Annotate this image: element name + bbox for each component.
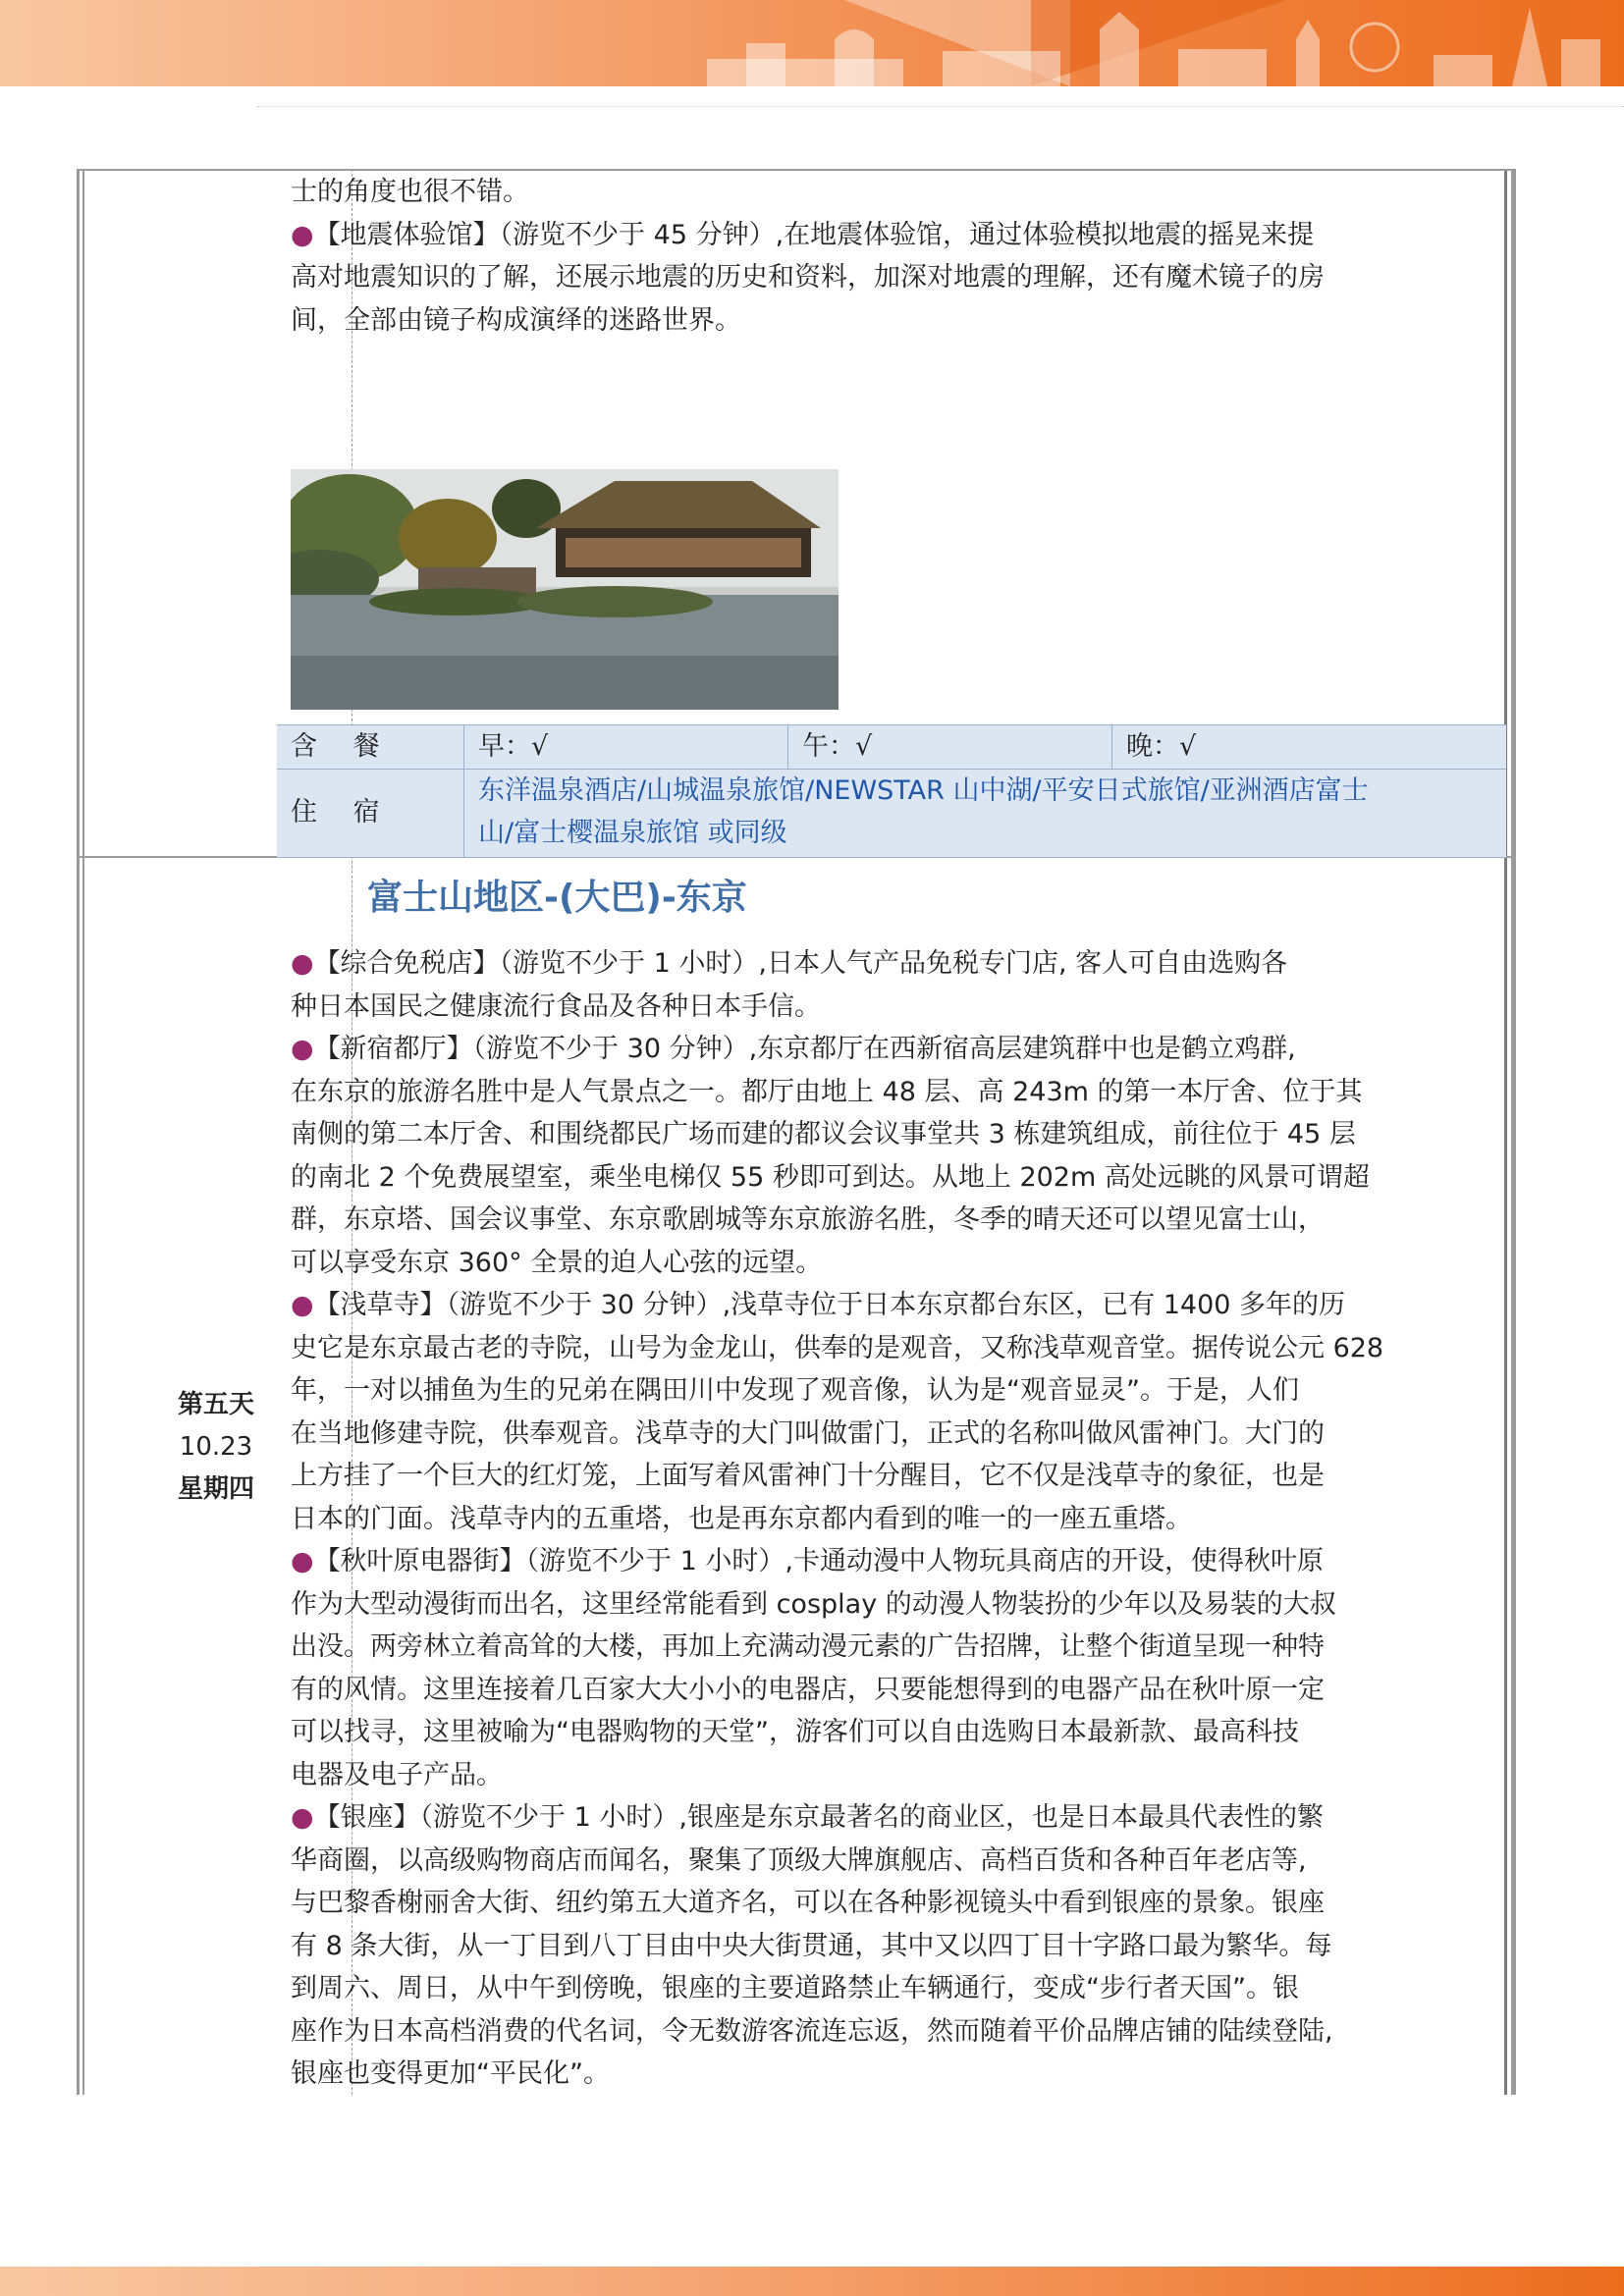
paragraph-line: 可以享受东京 360° 全景的迫人心弦的远望。 xyxy=(291,1247,823,1278)
bullet-icon: ● xyxy=(291,219,314,250)
day-name: 第五天 xyxy=(177,1390,254,1419)
quake-line3: 间，全部由镜子构成演绎的迷路世界。 xyxy=(291,304,741,336)
skyline-icon xyxy=(687,0,1624,86)
paragraph-line: 日本的门面。浅草寺内的五重塔，也是再东京都内看到的唯一的一座五重塔。 xyxy=(291,1503,1192,1534)
footer-banner xyxy=(0,2267,1624,2296)
paragraph-line: 南侧的第二本厅舍、和围绕都民广场而建的都议会议事堂共 3 栋建筑组成，前往位于 45 层 xyxy=(291,1119,1356,1149)
paragraph-line: 的南北 2 个免费展望室，乘坐电梯仅 55 秒即可到达。从地上 202m 高处远眺的风景可谓超 xyxy=(291,1161,1370,1193)
quake-title: 【地震体验馆】 xyxy=(313,219,500,250)
paragraph-line: 【秋叶原电器街】（游览不少于 1 小时）,卡通动漫中人物玩具商店的开设，使得秋叶原 xyxy=(313,1546,1324,1576)
day-date: 10.23 xyxy=(179,1432,253,1462)
attraction-paragraph xyxy=(291,1028,1508,1284)
paragraph-line: 【浅草寺】（游览不少于 30 分钟）,浅草寺位于日本东京都台东区，已有 1400 多年的历 xyxy=(313,1290,1346,1320)
quake-line1: （游览不少于 45 分钟）,在地震体验馆，通过体验模拟地震的摇晃来提 xyxy=(499,219,1315,250)
meals-label: 含 餐 xyxy=(291,731,394,762)
hotel-line1: 东洋温泉酒店/山城温泉旅馆/NEWSTAR 山中湖/平安日式旅馆/亚洲酒店富士 xyxy=(478,775,1369,806)
breakfast-cell: 早：√ xyxy=(463,725,787,769)
attraction-paragraph xyxy=(291,1540,1508,1796)
paragraph-line: 出没。两旁林立着高耸的大楼，再加上充满动漫元素的广告招牌，让整个街道呈现一种特 xyxy=(291,1631,1325,1662)
paragraph-line: 群，东京塔、国会议事堂、东京歌剧城等东京旅游名胜，冬季的晴天还可以望见富士山， xyxy=(291,1204,1325,1235)
day5-text xyxy=(291,942,1508,2096)
stay-label: 住 宿 xyxy=(291,797,394,828)
paragraph-line: 华商圈，以高级购物商店而闻名，聚集了顶级大牌旗舰店、高档百货和各种百年老店等, xyxy=(291,1844,1307,1876)
bullet-icon: ● xyxy=(291,1290,314,1320)
paragraph-line: 史它是东京最古老的寺院，山号为金龙山，供奉的是观音，又称浅草观音堂。据传说公元 628 xyxy=(291,1332,1384,1363)
day4-text xyxy=(291,171,1508,342)
attraction-paragraph xyxy=(291,1796,1508,2096)
paragraph-line: 上方挂了一个巨大的红灯笼，上面写着风雷神门十分醒目，它不仅是浅草寺的象征，也是 xyxy=(291,1461,1325,1491)
paragraph-line: 在当地修建寺院，供奉观音。浅草寺的大门叫做雷门，正式的名称叫做风雷神门。大门的 xyxy=(291,1417,1325,1449)
paragraph-line: 【新宿都厅】（游览不少于 30 分钟）,东京都厅在西新宿高层建筑群中也是鹤立鸡群, xyxy=(313,1034,1296,1064)
paragraph-line: 座作为日本高档消费的代名词，令无数游客流连忘返，然而随着平价品牌店铺的陆续登陆, xyxy=(291,2015,1333,2047)
paragraph-line: 银座也变得更加“平民化”。 xyxy=(291,2058,610,2089)
hotel-line2: 山/富士樱温泉旅馆 或同级 xyxy=(478,818,787,848)
hotel-list xyxy=(463,769,1506,857)
intro-tail: 士的角度也很不错。 xyxy=(291,177,529,207)
dinner-cell: 晚：√ xyxy=(1111,725,1506,769)
bullet-icon: ● xyxy=(291,948,314,979)
paragraph-line: 种日本国民之健康流行食品及各种日本手信。 xyxy=(291,990,821,1022)
paragraph-line: 在东京的旅游名胜中是人气景点之一。都厅由地上 48 层、高 243m 的第一本厅舍、位于其 xyxy=(291,1076,1363,1107)
stay-row xyxy=(277,769,1506,857)
village-photo xyxy=(291,469,839,710)
meals-row xyxy=(277,725,1506,770)
paragraph-line: 有 8 条大街，从一丁目到八丁目由中央大街贯通，其中又以四丁目十字路口最为繁华。每 xyxy=(291,1930,1332,1961)
quake-line2: 高对地震知识的了解，还展示地震的历史和资料，加深对地震的理解，还有魔术镜子的房 xyxy=(291,262,1325,293)
bullet-icon: ● xyxy=(291,1546,314,1576)
paragraph-line: 年，一对以捕鱼为生的兄弟在隅田川中发现了观音像，认为是“观音显灵”。于是，人们 xyxy=(291,1375,1299,1406)
header-banner xyxy=(0,0,1624,86)
paragraph-line: 到周六、周日，从中午到傍晚，银座的主要道路禁止车辆通行，变成“步行者天国”。银 xyxy=(291,1973,1299,2003)
bullet-icon: ● xyxy=(291,1034,314,1064)
accommodation-table xyxy=(277,724,1506,858)
day-weekday: 星期四 xyxy=(177,1474,254,1504)
header-divider xyxy=(257,106,1624,107)
paragraph-line: 【银座】（游览不少于 1 小时）,银座是东京最著名的商业区，也是日本最具代表性的繁 xyxy=(313,1802,1324,1833)
table-border-left xyxy=(77,169,86,2095)
bullet-icon: ● xyxy=(291,1802,314,1833)
paragraph-line: 【综合免税店】（游览不少于 1 小时）,日本人气产品免税专门店, 客人可自由选购各 xyxy=(313,948,1288,979)
paragraph-line: 可以找寻，这里被喻为“电器购物的天堂”，游客们可以自由选购日本最新款、最高科技 xyxy=(291,1717,1299,1747)
attraction-paragraph xyxy=(291,1284,1508,1540)
quake-paragraph xyxy=(291,214,1508,343)
paragraph-line: 与巴黎香榭丽舍大街、纽约第五大道齐名，可以在各种影视镜头中看到银座的景象。银座 xyxy=(291,1888,1325,1918)
paragraph-line: 电器及电子产品。 xyxy=(291,1759,503,1790)
lunch-cell: 午：√ xyxy=(787,725,1111,769)
paragraph-line: 有的风情。这里连接着几百家大大小小的电器店，只要能想得到的电器产品在秋叶原一定 xyxy=(291,1674,1325,1705)
paragraph-line: 作为大型动漫街而出名，这里经常能看到 cosplay 的动漫人物装扮的少年以及易装的大叔 xyxy=(291,1588,1336,1620)
attraction-paragraph xyxy=(291,942,1508,1028)
day-title: 富士山地区-(大巴)-东京 xyxy=(367,878,747,918)
